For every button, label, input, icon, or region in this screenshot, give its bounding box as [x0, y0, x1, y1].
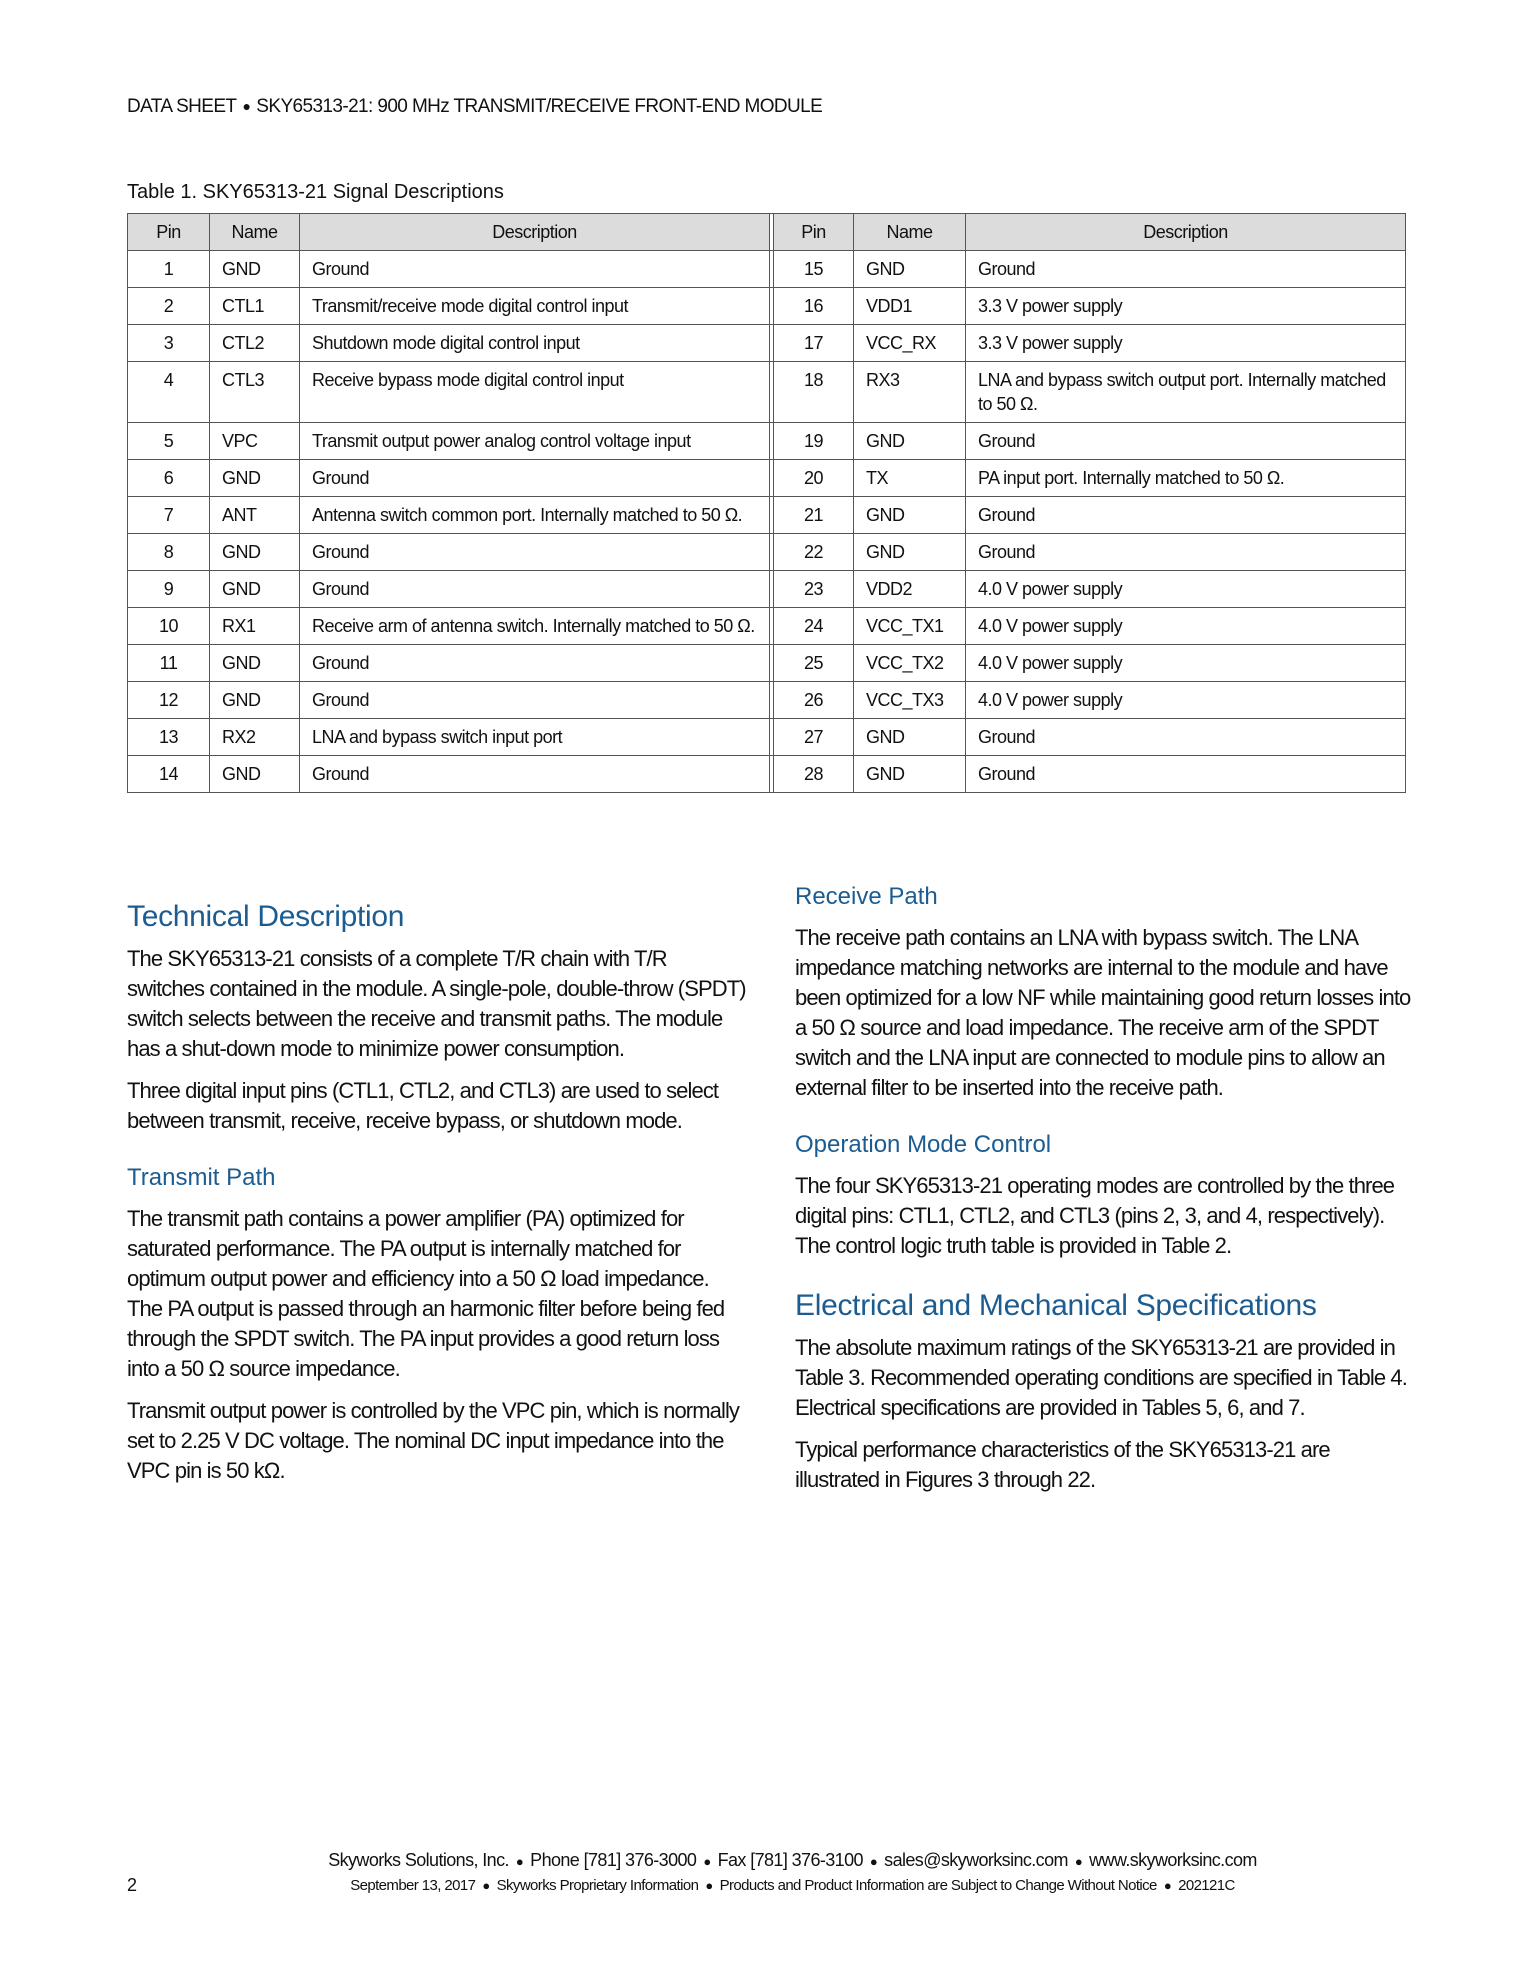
table-row: [128, 645, 1406, 682]
pin-cell: 20: [774, 460, 854, 497]
name-cell: VCC_TX3: [854, 682, 966, 719]
transmit-path-paragraph: Transmit output power is controlled by the VPC pin, which is normally set to 2.25 V DC voltage. The nominal DC input impedance into the VPC pin is 50 kΩ.: [127, 1398, 740, 1483]
table-header-row: [128, 214, 1406, 251]
name-cell: RX1: [210, 608, 300, 645]
page-number: 2: [127, 1875, 138, 1895]
table-row: [128, 460, 1406, 497]
pin-cell: 21: [774, 497, 854, 534]
table-row: [128, 497, 1406, 534]
header-name: Name: [854, 214, 966, 251]
description-cell: Ground: [966, 756, 1406, 793]
electrical-specs-heading: Electrical and Mechanical Specifications: [795, 1289, 1317, 1322]
name-cell: VPC: [210, 423, 300, 460]
pin-cell: 2: [128, 288, 210, 325]
table-row: [128, 288, 1406, 325]
bullet-icon: ●: [482, 1878, 490, 1893]
name-cell: GND: [210, 682, 300, 719]
header-pin: Pin: [774, 214, 854, 251]
name-cell: RX3: [854, 362, 966, 423]
name-cell: GND: [210, 460, 300, 497]
left-column: [127, 900, 747, 1498]
description-cell: Shutdown mode digital control input: [300, 325, 770, 362]
pin-cell: 5: [128, 423, 210, 460]
footer-fax: Fax [781] 376-3100: [717, 1850, 863, 1870]
pin-cell: 23: [774, 571, 854, 608]
signal-descriptions-table: [127, 213, 1406, 793]
pin-cell: 17: [774, 325, 854, 362]
description-cell: Ground: [966, 423, 1406, 460]
pin-cell: 12: [128, 682, 210, 719]
pin-cell: 22: [774, 534, 854, 571]
footer-contact: [0, 1850, 1530, 1871]
description-cell: Ground: [300, 460, 770, 497]
footer-legal: [0, 1877, 1530, 1894]
table-row: [128, 571, 1406, 608]
description-cell: Ground: [300, 571, 770, 608]
name-cell: VCC_TX2: [854, 645, 966, 682]
description-cell: Ground: [300, 682, 770, 719]
description-cell: 3.3 V power supply: [966, 325, 1406, 362]
name-cell: CTL3: [210, 362, 300, 423]
description-cell: Transmit/receive mode digital control input: [300, 288, 770, 325]
table-row: [128, 325, 1406, 362]
receive-path-paragraph: The receive path contains an LNA with bypass switch. The LNA impedance matching networks are internal to the module and have been optimized for a low NF while maintaining good return losses into a 50 Ω source and load impedance. The receive arm of the SPDT switch and the LNA input are connected to module pins to allow an external filter to be inserted into the receive path.: [795, 925, 1411, 1100]
table-row: [128, 756, 1406, 793]
description-cell: Antenna switch common port. Internally matched to 50 Ω.: [300, 497, 770, 534]
pin-cell: 28: [774, 756, 854, 793]
pin-cell: 18: [774, 362, 854, 423]
description-cell: Ground: [300, 756, 770, 793]
bullet-icon: ●: [1074, 1854, 1083, 1869]
name-cell: GND: [854, 251, 966, 288]
table-caption: Table 1. SKY65313-21 Signal Descriptions: [127, 181, 504, 203]
technical-description-heading: Technical Description: [127, 900, 405, 933]
pin-cell: 9: [128, 571, 210, 608]
receive-path-heading: Receive Path: [795, 883, 938, 910]
pin-cell: 14: [128, 756, 210, 793]
electrical-specs-paragraph: The absolute maximum ratings of the SKY65313-21 are provided in Table 3. Recommended operating conditions are specified in Table 4. Electrical specifications are provided in Tables 5, 6, and 7.: [795, 1335, 1407, 1420]
pin-cell: 19: [774, 423, 854, 460]
footer-date: September 13, 2017: [350, 1877, 476, 1894]
bullet-icon: ●: [242, 98, 251, 114]
name-cell: VDD1: [854, 288, 966, 325]
description-cell: LNA and bypass switch input port: [300, 719, 770, 756]
header-pin: Pin: [128, 214, 210, 251]
bullet-icon: ●: [705, 1878, 713, 1893]
description-cell: Transmit output power analog control voltage input: [300, 423, 770, 460]
name-cell: RX2: [210, 719, 300, 756]
description-cell: Ground: [966, 497, 1406, 534]
description-cell: Ground: [966, 534, 1406, 571]
footer-proprietary: Skyworks Proprietary Information: [496, 1877, 699, 1894]
table-row: [128, 682, 1406, 719]
pin-cell: 24: [774, 608, 854, 645]
pin-cell: 4: [128, 362, 210, 423]
pin-cell: 13: [128, 719, 210, 756]
pin-cell: 27: [774, 719, 854, 756]
table-row: [128, 608, 1406, 645]
header-doc-type: DATA SHEET: [127, 96, 237, 117]
footer-company: Skyworks Solutions, Inc.: [328, 1850, 509, 1870]
transmit-path-heading: Transmit Path: [127, 1164, 276, 1191]
right-column: [795, 883, 1415, 1507]
table-row: [128, 534, 1406, 571]
name-cell: GND: [210, 251, 300, 288]
description-cell: 3.3 V power supply: [966, 288, 1406, 325]
description-cell: Ground: [966, 719, 1406, 756]
description-cell: LNA and bypass switch output port. Internally matched to 50 Ω.: [966, 362, 1406, 423]
page-header: [127, 96, 822, 118]
pin-cell: 16: [774, 288, 854, 325]
pin-cell: 10: [128, 608, 210, 645]
pin-cell: 15: [774, 251, 854, 288]
description-cell: Ground: [300, 645, 770, 682]
name-cell: TX: [854, 460, 966, 497]
description-cell: PA input port. Internally matched to 50 Ω.: [966, 460, 1406, 497]
table-row: [128, 251, 1406, 288]
table-row: [128, 362, 1406, 423]
pin-cell: 3: [128, 325, 210, 362]
operation-mode-heading: Operation Mode Control: [795, 1131, 1052, 1158]
footer-website-link[interactable]: www.skyworksinc.com: [1089, 1850, 1257, 1870]
description-cell: 4.0 V power supply: [966, 682, 1406, 719]
name-cell: VCC_TX1: [854, 608, 966, 645]
name-cell: GND: [854, 756, 966, 793]
pin-cell: 26: [774, 682, 854, 719]
header-description: Description: [300, 214, 770, 251]
footer-phone: Phone [781] 376-3000: [530, 1850, 697, 1870]
pin-cell: 25: [774, 645, 854, 682]
operation-mode-paragraph: The four SKY65313-21 operating modes are controlled by the three digital pins: CTL1, CTL2, and CTL3 (pins 2, 3, and 4, respectively). The control logic truth table is provided in Table 2.: [795, 1173, 1395, 1258]
name-cell: CTL1: [210, 288, 300, 325]
name-cell: VDD2: [854, 571, 966, 608]
pin-cell: 1: [128, 251, 210, 288]
pin-cell: 6: [128, 460, 210, 497]
bullet-icon: ●: [869, 1854, 878, 1869]
pin-cell: 7: [128, 497, 210, 534]
name-cell: GND: [854, 497, 966, 534]
bullet-icon: ●: [1163, 1878, 1172, 1893]
pin-cell: 11: [128, 645, 210, 682]
table-row: [128, 423, 1406, 460]
description-cell: 4.0 V power supply: [966, 571, 1406, 608]
description-cell: Receive arm of antenna switch. Internally matched to 50 Ω.: [300, 608, 770, 645]
description-cell: Ground: [300, 534, 770, 571]
bullet-icon: ●: [703, 1854, 711, 1869]
technical-description-paragraph: Three digital input pins (CTL1, CTL2, and CTL3) are used to select between transmit, receive, receive bypass, or shutdown mode.: [127, 1078, 719, 1133]
footer-email-link[interactable]: sales@skyworksinc.com: [884, 1850, 1068, 1870]
name-cell: GND: [210, 534, 300, 571]
description-cell: 4.0 V power supply: [966, 645, 1406, 682]
transmit-path-paragraph: The transmit path contains a power amplifier (PA) optimized for saturated performance. The PA output is internally matched for optimum output power and efficiency into a 50 Ω load impedance. The PA output is passed through an harmonic filter before being fed through the SPDT switch. The PA input provides a good return loss into a 50 Ω source impedance.: [127, 1206, 725, 1381]
description-cell: 4.0 V power supply: [966, 608, 1406, 645]
bullet-icon: ●: [515, 1854, 524, 1869]
table-row: [128, 719, 1406, 756]
header-name: Name: [210, 214, 300, 251]
electrical-specs-paragraph: Typical performance characteristics of the SKY65313-21 are illustrated in Figures 3 through 22.: [795, 1437, 1330, 1492]
pin-cell: 8: [128, 534, 210, 571]
footer-doc-number: 202121C: [1178, 1877, 1235, 1894]
name-cell: GND: [854, 534, 966, 571]
name-cell: CTL2: [210, 325, 300, 362]
name-cell: GND: [210, 571, 300, 608]
name-cell: ANT: [210, 497, 300, 534]
name-cell: GND: [210, 756, 300, 793]
name-cell: GND: [854, 423, 966, 460]
description-cell: Receive bypass mode digital control input: [300, 362, 770, 423]
header-title: SKY65313-21: 900 MHz TRANSMIT/RECEIVE FRONT-END MODULE: [256, 96, 823, 117]
description-cell: Ground: [300, 251, 770, 288]
description-cell: Ground: [966, 251, 1406, 288]
technical-description-paragraph: The SKY65313-21 consists of a complete T/R chain with T/R switches contained in the module. A single-pole, double-throw (SPDT) switch selects between the receive and transmit paths. The module has a shut-down mode to minimize power consumption.: [127, 946, 746, 1061]
name-cell: GND: [210, 645, 300, 682]
name-cell: GND: [854, 719, 966, 756]
footer-notice: Products and Product Information are Subject to Change Without Notice: [719, 1877, 1157, 1894]
header-description: Description: [966, 214, 1406, 251]
name-cell: VCC_RX: [854, 325, 966, 362]
